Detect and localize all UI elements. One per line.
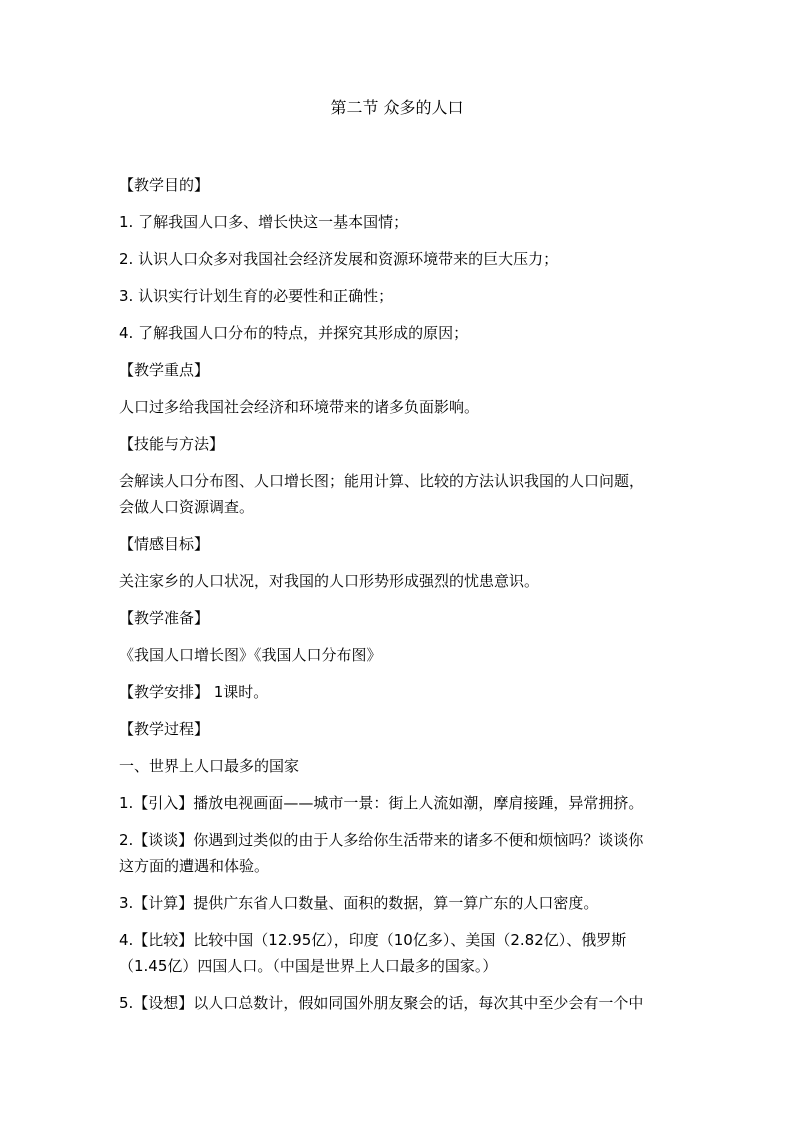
heading-emotional-goals: 【情感目标】 [119,535,210,553]
process-step-5-line-1: 5.【设想】以人口总数计，假如同国外朋友聚会的话，每次其中至少会有一个中 [119,994,644,1012]
process-step-2-line-1: 2.【谈谈】你遇到过类似的由于人多给你生活带来的诸多不便和烦恼吗？谈谈你 [119,831,644,849]
emotional-goals-text: 关注家乡的人口状况，对我国的人口形势形成强烈的忧患意识。 [119,572,540,590]
schedule-text: 【教学安排】 1课时。 [119,683,269,701]
heading-teaching-process: 【教学过程】 [119,720,210,738]
goal-item-2: 2. 认识人口众多对我国社会经济发展和资源环境带来的巨大压力； [119,250,559,268]
process-step-4-line-2: （1.45亿）四国人口。（中国是世界上人口最多的国家。） [119,957,498,975]
goal-item-3: 3. 认识实行计划生育的必要性和正确性； [119,287,394,305]
heading-teaching-goals: 【教学目的】 [119,176,210,194]
heading-preparation: 【教学准备】 [119,609,210,627]
process-step-2-line-2: 这方面的遭遇和体验。 [119,857,270,875]
process-step-3: 3.【计算】提供广东省人口数量、面积的数据，算一算广东的人口密度。 [119,894,599,912]
goal-item-1: 1. 了解我国人口多、增长快这一基本国情； [119,213,409,231]
process-step-1: 1.【引入】播放电视画面——城市一景：街上人流如潮，摩肩接踵，异常拥挤。 [119,794,644,812]
key-points-text: 人口过多给我国社会经济和环境带来的诸多负面影响。 [119,398,480,416]
heading-key-points: 【教学重点】 [119,361,210,379]
preparation-text: 《我国人口增长图》《我国人口分布图》 [119,646,382,664]
skills-text-line-1: 会解读人口分布图、人口增长图；能用计算、比较的方法认识我国的人口问题， [119,472,645,490]
skills-text-line-2: 会做人口资源调查。 [119,498,255,516]
goal-item-4: 4. 了解我国人口分布的特点，并探究其形成的原因； [119,324,469,342]
process-step-4-line-1: 4.【比较】比较中国（12.95亿），印度（10亿多）、美国（2.82亿）、俄罗斯 [119,931,627,949]
section-heading-1: 一、世界上人口最多的国家 [119,757,300,775]
heading-skills-methods: 【技能与方法】 [119,435,225,453]
document-title: 第二节 众多的人口 [330,98,464,117]
